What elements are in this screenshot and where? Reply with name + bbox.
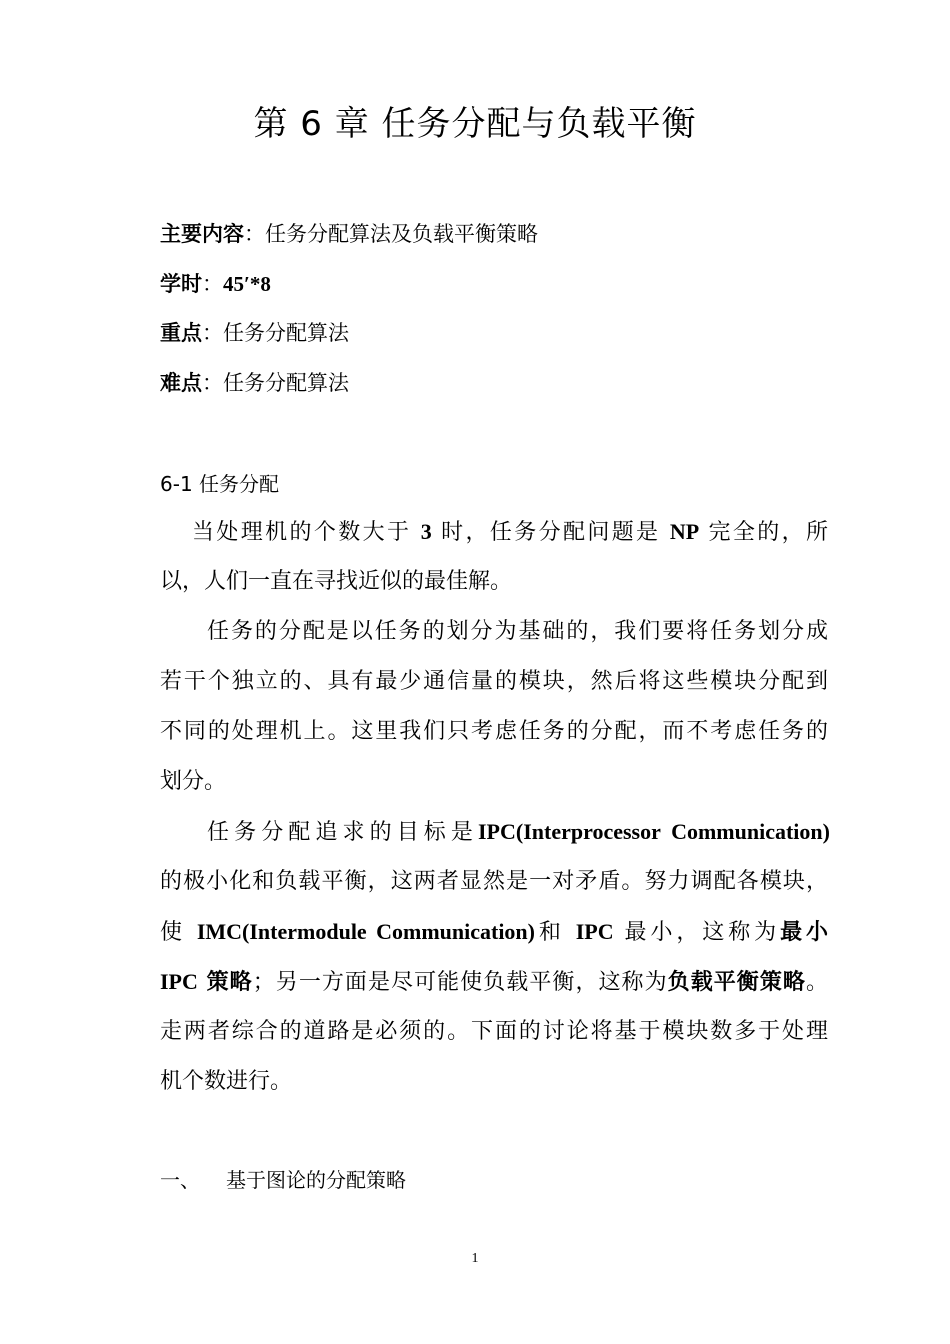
meta-focus-value: 任务分配算法 bbox=[223, 321, 349, 345]
meta-difficulty bbox=[160, 368, 349, 398]
sub-section-title: 基于图论的分配策略 bbox=[226, 1168, 406, 1192]
paragraph-2-line-2: 若干个独立的、具有最少通信量的模块，然后将这些模块分配到 bbox=[160, 669, 828, 694]
paragraph-2-line-1: 任务的分配是以任务的划分为基础的，我们要将任务划分成 bbox=[207, 619, 828, 644]
section-heading: 6-1 任务分配 bbox=[160, 472, 280, 496]
paragraph-2-line-3: 不同的处理机上。这里我们只考虑任务的分配，而不考虑任务的 bbox=[160, 719, 828, 744]
meta-focus bbox=[160, 318, 349, 348]
meta-hours-key: 学时 bbox=[160, 272, 202, 296]
meta-difficulty-value: 任务分配算法 bbox=[223, 371, 349, 395]
meta-colon: ： bbox=[202, 321, 223, 345]
meta-focus-key: 重点 bbox=[160, 321, 202, 345]
paragraph-3-line-1: 任务分配追求的目标是IPC(Interprocessor Communication) bbox=[207, 819, 830, 845]
paragraph-1-line-1: 当处理机的个数大于 3 时，任务分配问题是 NP 完全的，所 bbox=[192, 519, 828, 545]
paragraph-3-line-6: 机个数进行。 bbox=[160, 1069, 293, 1094]
meta-content-value: 任务分配算法及负载平衡策略 bbox=[265, 222, 538, 246]
meta-colon: ： bbox=[244, 222, 265, 246]
paragraph-3-line-5: 走两者综合的道路是必须的。下面的讨论将基于模块数多于处理 bbox=[160, 1019, 828, 1044]
paragraph-1-line-2: 以，人们一直在寻找近似的最佳解。 bbox=[160, 569, 513, 594]
meta-content-key: 主要内容 bbox=[160, 222, 244, 246]
meta-hours-value: 45′*8 bbox=[223, 272, 271, 296]
paragraph-2-line-4: 划分。 bbox=[160, 769, 227, 794]
page-number: 1 bbox=[471, 1251, 479, 1266]
paragraph-3-line-4: IPC 策略；另一方面是尽可能使负载平衡，这称为负载平衡策略。 bbox=[160, 969, 828, 995]
paragraph-3-line-2: 的极小化和负载平衡，这两者显然是一对矛盾。努力调配各模块， bbox=[160, 869, 828, 894]
chapter-title: 第 6 章 任务分配与负载平衡 bbox=[253, 104, 697, 144]
meta-hours bbox=[160, 269, 271, 299]
meta-difficulty-key: 难点 bbox=[160, 371, 202, 395]
meta-content bbox=[160, 219, 538, 249]
sub-section-heading bbox=[160, 1165, 406, 1195]
paragraph-3-line-3: 使 IMC(Intermodule Communication)和 IPC 最小，这称为最小 bbox=[160, 919, 828, 945]
meta-colon: ： bbox=[202, 371, 223, 395]
meta-colon: ： bbox=[202, 272, 223, 296]
sub-section-number: 一、 bbox=[160, 1168, 200, 1192]
